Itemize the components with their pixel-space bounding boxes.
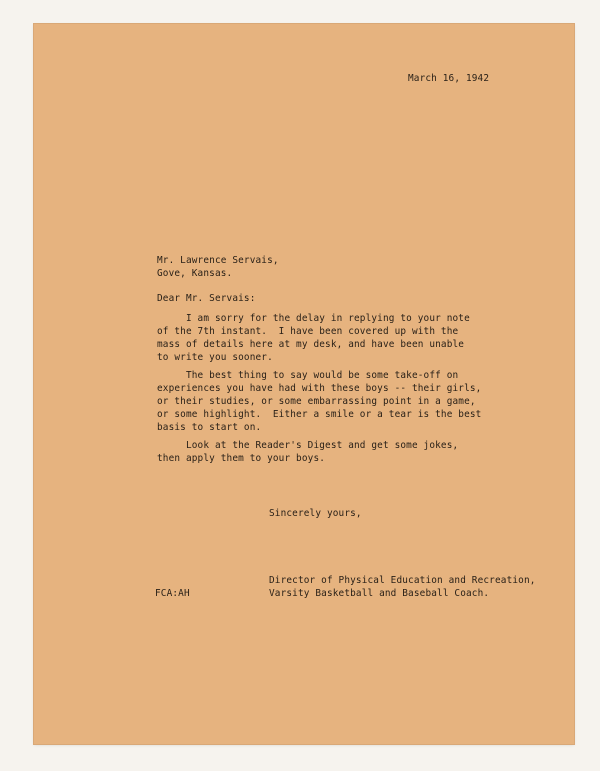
salutation: Dear Mr. Servais:	[157, 293, 256, 304]
paragraph-line: to write you sooner.	[157, 352, 273, 363]
recipient-location: Gove, Kansas.	[157, 268, 233, 279]
recipient-name: Mr. Lawrence Servais,	[157, 255, 279, 266]
letter-date: March 16, 1942	[408, 73, 490, 84]
paragraph-line: Look at the Reader's Digest and get some jokes,	[157, 440, 459, 451]
signature-title-line: Director of Physical Education and Recreation,	[269, 575, 536, 586]
letter-page	[34, 24, 574, 744]
paragraph-line: I am sorry for the delay in replying to your note	[157, 313, 470, 324]
paragraph-line: The best thing to say would be some take-off on	[157, 370, 459, 381]
paragraph-line: mass of details here at my desk, and have been unable	[157, 339, 465, 350]
paragraph-line: or some highlight. Either a smile or a tear is the best	[157, 409, 482, 420]
paragraph-line: of the 7th instant. I have been covered up with the	[157, 326, 459, 337]
typist-initials: FCA:AH	[155, 588, 190, 599]
paragraph-line: experiences you have had with these boys -- their girls,	[157, 383, 482, 394]
paragraph-line: basis to start on.	[157, 422, 262, 433]
paragraph-line: or their studies, or some embarrassing point in a game,	[157, 396, 476, 407]
paragraph-line: then apply them to your boys.	[157, 453, 326, 464]
signature-title-line: Varsity Basketball and Baseball Coach.	[269, 588, 490, 599]
closing: Sincerely yours,	[269, 508, 362, 519]
